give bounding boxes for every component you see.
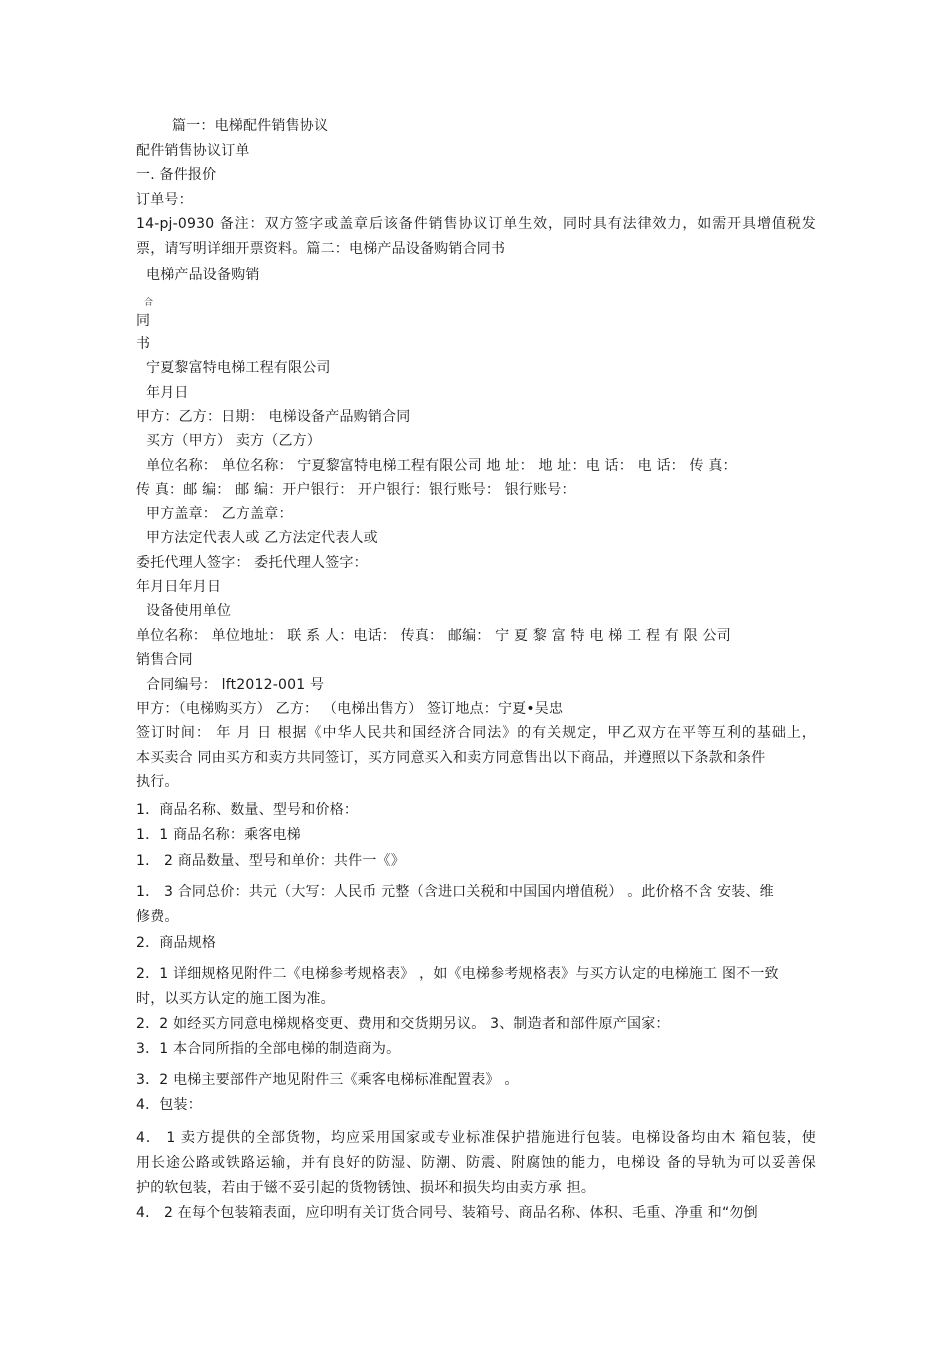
section-heading-1: 篇一：电梯配件销售协议 (172, 118, 329, 134)
doc-line: 销售合同 (136, 652, 193, 668)
doc-line: 用长途公路或铁路运输，并有良好的防湿、防潮、防震、附腐蚀的能力，电梯设 备的导轨为可以妥善保 (136, 1155, 816, 1171)
doc-line: 14-pj-0930 备注：双方签字或盖章后该备件销售协议订单生效，同时具有法律效力，如需开具增值税发 (136, 216, 816, 232)
doc-line: 3．2 电梯主要部件产地见附件三《乘客电梯标准配置表》 。 (136, 1072, 519, 1088)
doc-line: 1． 3 合同总价：共元（大写：人民币 元整（含进口关税和中国国内增值税） 。此价格不含 安装、维 (136, 884, 774, 900)
doc-line: 护的软包装，若由于镃不妥引起的货物锈蚀、损坏和损失均由卖方承 担。 (136, 1180, 596, 1196)
small-mark: 合 (144, 298, 154, 308)
doc-line: 2．2 如经买方同意电梯规格变更、费用和交货期另议。 3、制造者和部件原产国家： (136, 1016, 670, 1032)
doc-line: 买方（甲方） 卖方（乙方） (146, 433, 322, 449)
doc-line: 委托代理人签字： 委托代理人签字： (136, 555, 368, 571)
doc-line: 1． 2 商品数量、型号和单价：共件一《》 (136, 853, 405, 869)
doc-line: 甲方盖章： 乙方盖章： (146, 506, 293, 522)
doc-line: 本买卖合 同由买方和卖方共同签订，买方同意买入和卖方同意售出以下商品，并遵照以下条款和条件 (136, 750, 766, 766)
doc-line: 4． 1 卖方提供的全部货物，均应采用国家或专业标准保护措施进行包装。电梯设备均由木 箱包装，使 (136, 1130, 816, 1146)
doc-line: 一. 备件报价 (136, 167, 217, 183)
doc-line: 4． 2 在每个包装箱表面，应印明有关订货合同号、装箱号、商品名称、体积、毛重、净重 和“勿倒 (136, 1205, 758, 1221)
doc-line: 执行。 (136, 774, 179, 790)
doc-line: 甲方：（电梯购买方） 乙方： （电梯出售方） 签订地点：宁夏•吴忠 (136, 701, 564, 717)
doc-line: 电梯产品设备购销 (146, 267, 260, 283)
doc-line: 2．商品规格 (136, 935, 217, 951)
doc-line: 3．1 本合同所指的全部电梯的制造商为。 (136, 1041, 401, 1057)
doc-line: 1．商品名称、数量、型号和价格： (136, 802, 359, 818)
doc-line: 书 (136, 336, 151, 352)
doc-line: 4．包装： (136, 1097, 202, 1113)
doc-line: 配件销售协议订单 (136, 143, 250, 159)
doc-line: 订单号： (136, 192, 193, 208)
doc-line: 设备使用单位 (146, 603, 232, 619)
doc-line: 年月日年月日 (136, 579, 222, 595)
doc-line: 2．1 详细规格见附件二《电梯参考规格表》 ，如《电梯参考规格表》与买方认定的电梯施工 图不一致 (136, 966, 779, 982)
doc-line: 修费。 (136, 909, 179, 925)
doc-line: 单位名称： 单位地址： 联 系 人：电话： 传真： 邮编： 宁 夏 黎 富 特 电 梯 工 程 有 限 公司 (136, 628, 731, 644)
doc-line: 同 (136, 313, 151, 329)
doc-line: 签订时间： 年 月 日 根据《中华人民共和国经济合同法》的有关规定，甲乙双方在平等互利的基础上， (136, 725, 816, 741)
doc-line: 年月日 (146, 385, 189, 401)
doc-line: 甲方：乙方：日期： 电梯设备产品购销合同 (136, 409, 411, 425)
doc-line: 1．1 商品名称：乘客电梯 (136, 827, 301, 843)
doc-line: 传 真：邮 编： 邮 编：开户银行： 开户银行：银行账号： 银行账号： (136, 482, 576, 498)
doc-line: 甲方法定代表人或 乙方法定代表人或 (146, 530, 378, 546)
contract-number: 合同编号： lft2012-001 号 (146, 677, 325, 693)
doc-line: 单位名称： 单位名称： 宁夏黎富特电梯工程有限公司 地 址： 地 址：电 话： 电 话： 传 真： (146, 458, 737, 474)
doc-line: 时，以买方认定的施工图为准。 (136, 991, 335, 1007)
doc-line: 票，请写明详细开票资料。篇二：电梯产品设备购销合同书 (136, 241, 506, 257)
company-name: 宁夏黎富特电梯工程有限公司 (146, 360, 331, 376)
